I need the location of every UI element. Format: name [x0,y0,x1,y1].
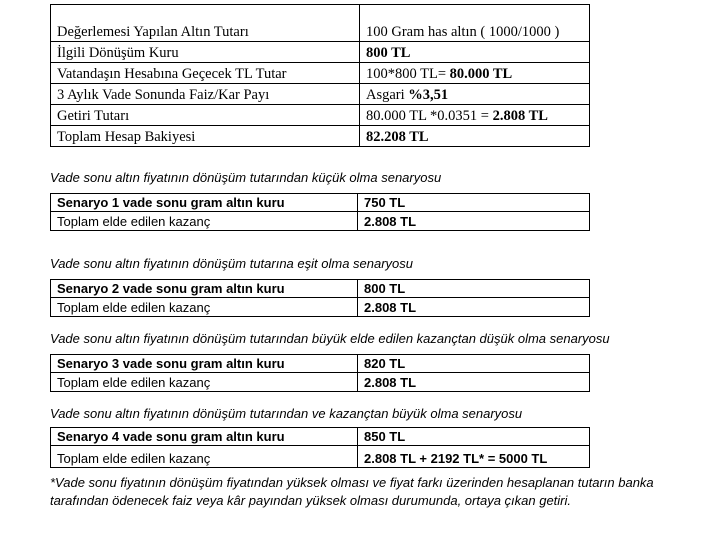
scenario-label: Senaryo 1 vade sonu gram altın kuru [51,194,358,212]
summary-value-bold: 800 TL [366,45,411,61]
summary-label: Toplam Hesap Bakiyesi [51,126,360,147]
scenario-caption: Vade sonu altın fiyatının dönüşüm tutarından ve kazançtan büyük olma senaryosu [50,406,523,421]
summary-value-bold: %3,51 [408,87,449,103]
summary-value-bold: 82.208 TL [366,129,429,145]
scenario-value: 850 TL [358,428,590,446]
scenario-row [51,298,590,317]
footnote: *Vade sonu fiyatının dönüşüm fiyatından yüksek olması ve fiyat farkı üzerinden hesaplanan tutarın banka tarafından ödenecek faiz veya kâr payından yüksek olması durumunda, ortaya çıkan getiri. [50,475,654,508]
scenario-label: Senaryo 4 vade sonu gram altın kuru [51,428,358,446]
summary-value [360,105,590,126]
summary-row [51,42,590,63]
summary-label: İlgili Dönüşüm Kuru [51,42,360,63]
summary-table [50,4,590,147]
summary-value [360,42,590,63]
summary-value-text: 80.000 TL *0.0351 = [366,108,493,124]
summary-label: Getiri Tutarı [51,105,360,126]
summary-label: 3 Aylık Vade Sonunda Faiz/Kar Payı [51,84,360,105]
scenario-label: Toplam elde edilen kazanç [51,298,358,317]
scenario-table [50,193,590,231]
scenario-value: 2.808 TL + 2192 TL* = 5000 TL [358,446,590,468]
scenario-row [51,355,590,373]
scenario-row [51,194,590,212]
scenario-value: 750 TL [358,194,590,212]
summary-row [51,5,590,42]
summary-value-text: Asgari [366,87,409,103]
summary-value: 100 Gram has altın ( 1000/1000 ) [360,5,590,42]
scenario-value: 2.808 TL [358,298,590,317]
summary-row [51,126,590,147]
summary-value [360,84,590,105]
scenario-table [50,427,590,468]
scenario-row [51,373,590,392]
scenario-row [51,446,590,468]
summary-label: Vatandaşın Hesabına Geçecek TL Tutar [51,63,360,84]
scenario-row [51,280,590,298]
summary-value-text: 100*800 TL= [366,66,450,82]
scenario-label: Toplam elde edilen kazanç [51,446,358,468]
summary-value [360,126,590,147]
scenario-table [50,354,590,392]
summary-value [360,63,590,84]
scenario-label: Toplam elde edilen kazanç [51,373,358,392]
summary-row [51,63,590,84]
scenario-caption: Vade sonu altın fiyatının dönüşüm tutarından küçük olma senaryosu [50,170,442,185]
scenario-value: 2.808 TL [358,373,590,392]
scenario-label: Senaryo 2 vade sonu gram altın kuru [51,280,358,298]
scenario-value: 820 TL [358,355,590,373]
scenario-caption: Vade sonu altın fiyatının dönüşüm tutarından büyük elde edilen kazançtan düşük olma senaryosu [50,331,610,346]
scenario-caption: Vade sonu altın fiyatının dönüşüm tutarına eşit olma senaryosu [50,256,414,271]
scenario-row [51,428,590,446]
scenario-row [51,212,590,231]
scenario-value: 2.808 TL [358,212,590,231]
scenario-table [50,279,590,317]
scenario-label: Toplam elde edilen kazanç [51,212,358,231]
summary-row [51,84,590,105]
summary-value-bold: 2.808 TL [492,108,548,124]
scenario-value: 800 TL [358,280,590,298]
summary-row [51,105,590,126]
scenario-label: Senaryo 3 vade sonu gram altın kuru [51,355,358,373]
summary-value-bold: 80.000 TL [449,66,513,82]
summary-label: Değerlemesi Yapılan Altın Tutarı [51,5,360,42]
